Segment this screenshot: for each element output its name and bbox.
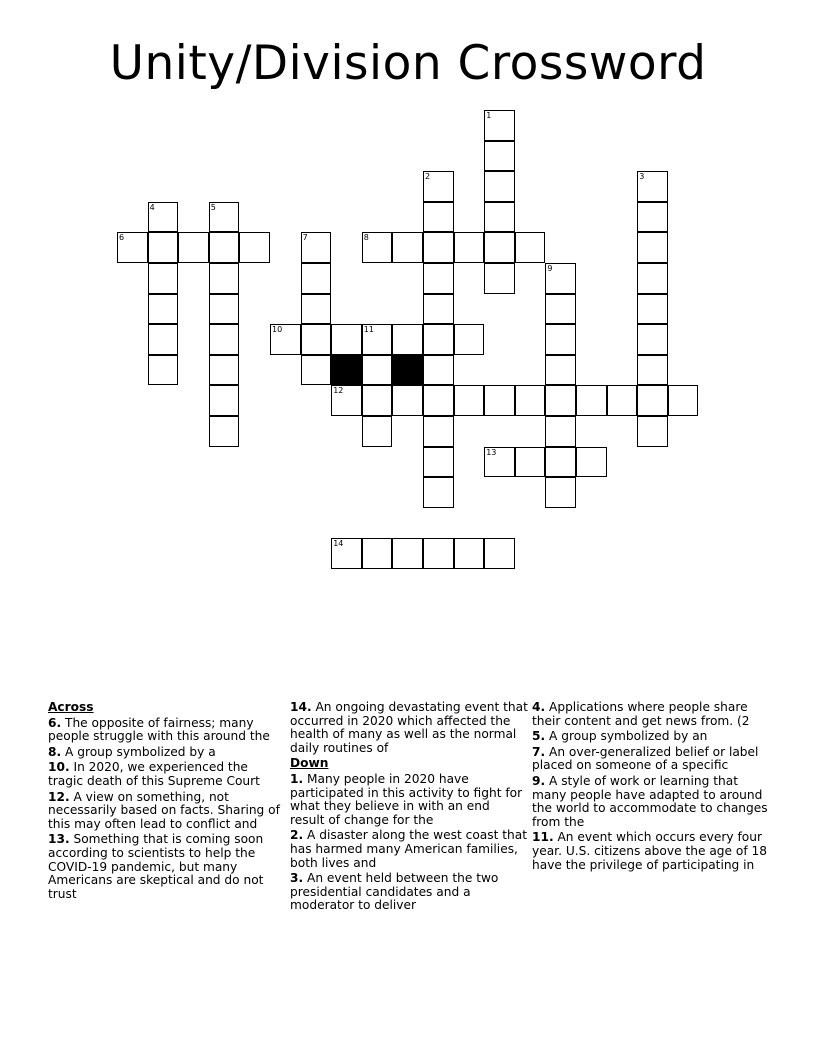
crossword-cell[interactable] xyxy=(545,416,576,447)
crossword-cell[interactable] xyxy=(545,385,576,416)
crossword-cell[interactable] xyxy=(209,385,240,416)
crossword-cell[interactable] xyxy=(576,447,607,478)
crossword-cell[interactable] xyxy=(178,232,209,263)
crossword-cell[interactable] xyxy=(148,355,179,386)
crossword-cell[interactable] xyxy=(362,385,393,416)
clue-across-6 xyxy=(48,717,286,744)
clue-text: Many people in 2020 have participated in this activity to fight for what they believe in with an end result of change for the xyxy=(290,771,523,827)
crossword-cell[interactable] xyxy=(148,324,179,355)
clue-text: An event held between the two presidential candidates and a moderator to deliver xyxy=(290,871,499,913)
crossword-cell[interactable] xyxy=(392,232,423,263)
clue-text: An over-generalized belief or label placed on someone of a specific xyxy=(532,744,759,773)
crossword-cell[interactable] xyxy=(484,538,515,569)
crossword-cell[interactable] xyxy=(301,232,332,263)
crossword-cell[interactable] xyxy=(576,385,607,416)
crossword-cell[interactable] xyxy=(331,324,362,355)
crossword-cell[interactable] xyxy=(515,447,546,478)
clues-column-2 xyxy=(290,701,528,915)
clue-text: The opposite of fairness; many people struggle with this around the xyxy=(48,715,270,744)
crossword-cell[interactable] xyxy=(637,171,668,202)
clue-number: 10. xyxy=(48,760,70,775)
crossword-cell[interactable] xyxy=(362,416,393,447)
clue-down-9 xyxy=(532,775,770,829)
down-heading: Down xyxy=(290,756,329,771)
clue-down-1 xyxy=(290,773,528,827)
crossword-cell[interactable] xyxy=(454,538,485,569)
crossword-cell[interactable] xyxy=(454,232,485,263)
clue-down-5 xyxy=(532,730,770,744)
crossword-cell[interactable] xyxy=(117,232,148,263)
clue-text: A group symbolized by a xyxy=(65,744,216,759)
crossword-cell[interactable] xyxy=(423,232,454,263)
cell-number: 14 xyxy=(333,539,344,549)
cell-number: 13 xyxy=(486,447,497,457)
crossword-cell[interactable] xyxy=(423,294,454,325)
crossword-cell[interactable] xyxy=(392,538,423,569)
cell-number: 11 xyxy=(363,325,374,335)
crossword-cell[interactable] xyxy=(515,385,546,416)
crossword-cell[interactable] xyxy=(148,294,179,325)
clue-number: 13. xyxy=(48,832,70,847)
cell-number: 2 xyxy=(425,172,431,182)
clue-text: An event which occurs every four year. U.S. citizens above the age of 18 have the privilege of participating in xyxy=(532,830,768,872)
crossword-cell[interactable] xyxy=(423,355,454,386)
crossword-cell[interactable] xyxy=(362,232,393,263)
crossword-cell[interactable] xyxy=(148,202,179,233)
crossword-cell[interactable] xyxy=(637,202,668,233)
crossword-cell[interactable] xyxy=(607,385,638,416)
clue-number: 7. xyxy=(532,744,546,759)
crossword-cell[interactable] xyxy=(545,263,576,294)
clue-across-12 xyxy=(48,791,286,832)
crossword-cell[interactable] xyxy=(270,324,301,355)
crossword-cell[interactable] xyxy=(423,202,454,233)
crossword-cell[interactable] xyxy=(484,447,515,478)
crossword-cell[interactable] xyxy=(423,171,454,202)
crossword-cell[interactable] xyxy=(454,324,485,355)
clue-down-2 xyxy=(290,829,528,870)
clue-number: 8. xyxy=(48,744,62,759)
clues-column-1 xyxy=(48,701,286,903)
crossword-cell[interactable] xyxy=(545,477,576,508)
cell-number: 4 xyxy=(149,202,155,212)
cell-number: 12 xyxy=(333,386,344,396)
crossword-cell[interactable] xyxy=(301,324,332,355)
clue-text: A group symbolized by an xyxy=(549,729,708,744)
clue-number: 6. xyxy=(48,715,62,730)
cell-number: 6 xyxy=(119,233,125,243)
crossword-cell[interactable] xyxy=(545,294,576,325)
crossword-cell[interactable] xyxy=(637,355,668,386)
clues-column-3 xyxy=(532,701,770,874)
clue-number: 14. xyxy=(290,700,312,714)
crossword-cell[interactable] xyxy=(239,232,270,263)
clue-text: A disaster along the west coast that has harmed many American families, both lives and xyxy=(290,828,528,870)
cell-number: 5 xyxy=(210,202,216,212)
crossword-cell[interactable] xyxy=(209,324,240,355)
crossword-cell[interactable] xyxy=(301,355,332,386)
cell-number: 8 xyxy=(363,233,369,243)
crossword-cell[interactable] xyxy=(484,232,515,263)
clue-number: 3. xyxy=(290,871,304,886)
cell-number: 7 xyxy=(302,233,308,243)
crossword-cell[interactable] xyxy=(301,294,332,325)
crossword-cell[interactable] xyxy=(484,263,515,294)
clue-down-4 xyxy=(532,701,770,728)
clue-number: 9. xyxy=(532,773,546,788)
clue-text: Applications where people share their content and get news from. (2 xyxy=(532,700,750,728)
page-title: Unity/Division Crossword xyxy=(109,36,707,91)
cell-number: 3 xyxy=(639,172,645,182)
clue-number: 1. xyxy=(290,771,304,786)
clue-number: 4. xyxy=(532,700,546,714)
crossword-cell[interactable] xyxy=(148,263,179,294)
crossword-cell[interactable] xyxy=(423,477,454,508)
crossword-cell[interactable] xyxy=(484,385,515,416)
crossword-cell[interactable] xyxy=(209,232,240,263)
crossword-cell[interactable] xyxy=(209,202,240,233)
clue-down-3 xyxy=(290,872,528,913)
clue-down-7 xyxy=(532,746,770,773)
crossword-cell[interactable] xyxy=(362,538,393,569)
clue-number: 2. xyxy=(290,828,304,843)
across-heading: Across xyxy=(48,700,94,714)
crossword-cell[interactable] xyxy=(484,202,515,233)
crossword-cell[interactable] xyxy=(484,110,515,141)
crossword-cell[interactable] xyxy=(545,324,576,355)
crossword-cell[interactable] xyxy=(454,385,485,416)
crossword-cell[interactable] xyxy=(392,385,423,416)
crossword-cell[interactable] xyxy=(392,324,423,355)
cell-number: 1 xyxy=(486,111,492,120)
crossword-cell[interactable] xyxy=(637,385,668,416)
crossword-cell[interactable] xyxy=(484,171,515,202)
clue-number: 5. xyxy=(532,729,546,744)
crossword-cell[interactable] xyxy=(515,232,546,263)
crossword-cell[interactable] xyxy=(637,263,668,294)
black-cell xyxy=(392,355,423,386)
crossword-cell[interactable] xyxy=(423,324,454,355)
crossword-cell[interactable] xyxy=(637,416,668,447)
clues-section xyxy=(48,701,778,961)
crossword-cell[interactable] xyxy=(423,385,454,416)
clue-across-10 xyxy=(48,761,286,788)
crossword-cell[interactable] xyxy=(668,385,699,416)
crossword-cell[interactable] xyxy=(209,294,240,325)
crossword-cell[interactable] xyxy=(484,141,515,172)
crossword-cell[interactable] xyxy=(209,416,240,447)
crossword-cell[interactable] xyxy=(362,355,393,386)
crossword-cell[interactable] xyxy=(331,538,362,569)
black-cell xyxy=(331,355,362,386)
crossword-cell[interactable] xyxy=(209,355,240,386)
crossword-cell[interactable] xyxy=(637,324,668,355)
crossword-cell[interactable] xyxy=(331,385,362,416)
clue-text: A view on something, not necessarily based on facts. Sharing of this may often lead to conflict and xyxy=(48,789,280,831)
clue-text: A style of work or learning that many people have adapted to around the world to accommodate to changes from the xyxy=(532,773,768,829)
clue-text: An ongoing devastating event that occurred in 2020 which affected the health of many as well as the normal daily routines of xyxy=(290,700,528,755)
clue-text: Something that is coming soon according to scientists to help the COVID-19 pandemic, but many Americans are skeptical and do not trust xyxy=(48,832,264,901)
crossword-cell[interactable] xyxy=(423,263,454,294)
crossword-cell[interactable] xyxy=(637,232,668,263)
crossword-cell[interactable] xyxy=(545,447,576,478)
crossword-cell[interactable] xyxy=(148,232,179,263)
cell-number: 10 xyxy=(272,325,283,335)
clue-down-11 xyxy=(532,831,770,872)
crossword-cell[interactable] xyxy=(423,447,454,478)
clue-number: 12. xyxy=(48,789,70,804)
cell-number: 9 xyxy=(547,264,553,273)
crossword-cell[interactable] xyxy=(209,263,240,294)
crossword-cell[interactable] xyxy=(423,416,454,447)
clue-across-8 xyxy=(48,746,286,760)
crossword-cell[interactable] xyxy=(423,538,454,569)
clue-text: In 2020, we experienced the tragic death of this Supreme Court xyxy=(48,760,260,788)
clue-number: 11. xyxy=(532,830,554,845)
clue-across-13 xyxy=(48,833,286,901)
clue-across-14 xyxy=(290,701,528,755)
crossword-cell[interactable] xyxy=(637,294,668,325)
crossword-cell[interactable] xyxy=(545,355,576,386)
crossword-cell[interactable] xyxy=(301,263,332,294)
crossword-cell[interactable] xyxy=(362,324,393,355)
